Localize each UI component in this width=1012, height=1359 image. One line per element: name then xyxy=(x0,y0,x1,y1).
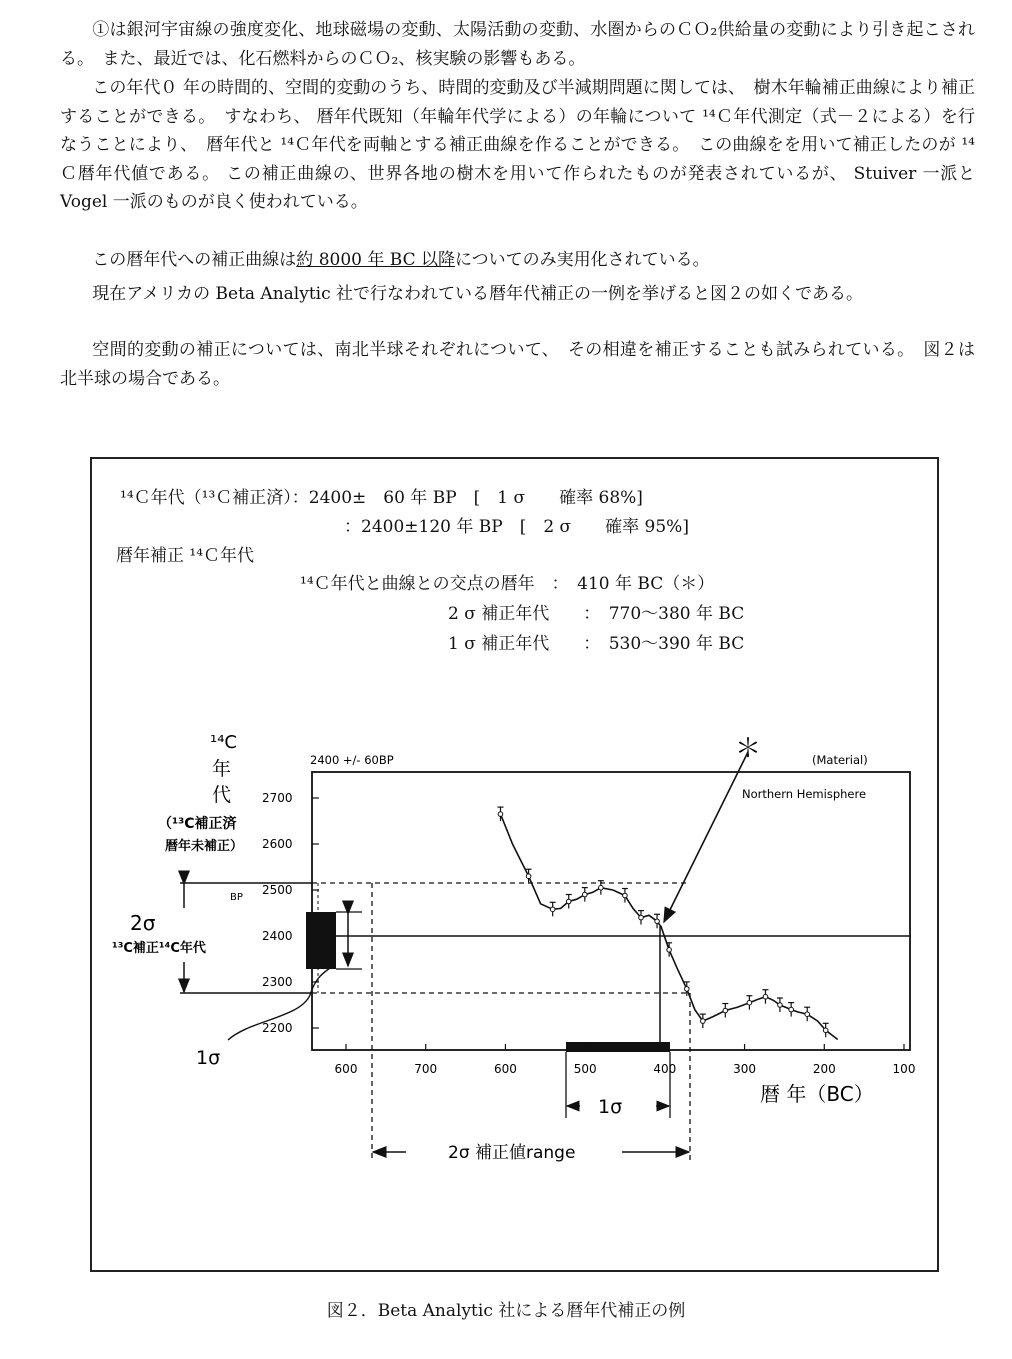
y-tick-label: 2700 xyxy=(262,791,293,805)
header-line-6: 1 σ 補正年代 ： 530～390 年 BC xyxy=(448,634,745,654)
y-tick-label: 2200 xyxy=(262,1021,293,1035)
header-line-2: ：2400±120 年 BP [ 2 σ 確率 95%] xyxy=(344,517,689,537)
paragraph-3-before: この暦年代への補正曲線は xyxy=(92,250,297,270)
curve-point xyxy=(823,1023,829,1037)
hemisphere-label: Northern Hemisphere xyxy=(742,787,867,801)
header-line-4: ¹⁴Ｃ年代と曲線との交点の暦年 ： 410 年 BC（＊） xyxy=(300,574,715,594)
paragraph-2: この年代０ 年の時間的、空間的変動のうち、時間的変動及び半減期問題に関しては、 樹木年輪補正曲線により補正することができる。 すなわち、 暦年代既知（年輪年代学による）の年輪について ¹⁴Ｃ年代測定（式－２による）を行なうことにより、 暦年代と ¹⁴Ｃ年代を両軸とする補正曲線を作ることができる。 この曲線をを用いて補正したのが ¹⁴Ｃ暦年代値である。 この補正曲線の、世界各地の樹木を用いて作られたものが発表されているが、 Stuiver 一派と Vogel 一派のものが良く使われている。 xyxy=(60,78,975,212)
plot-title: 2400 +/- 60BP xyxy=(310,753,394,767)
x-tick-label: 600 xyxy=(334,1062,358,1076)
curve-point xyxy=(788,1003,794,1017)
x-tick-label: 100 xyxy=(892,1062,916,1076)
x-tick-label: 600 xyxy=(493,1062,517,1076)
one-sigma-range-label: 1σ xyxy=(598,1096,623,1118)
y-title-top: ¹⁴C xyxy=(210,732,237,753)
one-sigma-y-block xyxy=(306,912,336,969)
one-sigma-x-bar xyxy=(566,1042,670,1052)
x-tick-label: 200 xyxy=(812,1062,836,1076)
paragraph-3-underlined: 約 8000 年 BC 以降 xyxy=(296,250,455,270)
y-title-char-2: 代 xyxy=(212,784,232,806)
y-tick-label: 2300 xyxy=(262,975,293,989)
curve-point xyxy=(777,998,783,1012)
paragraph-5: 空間的変動の補正については、南北半球それぞれについて、 その相違を補正することも試みられている。 図２は北半球の場合である。 xyxy=(60,340,975,389)
two-sigma-range-label: 2σ 補正値range xyxy=(448,1143,576,1163)
paragraph-1: ①は銀河宇宙線の強度変化、地球磁場の変動、太陽活動の変動、水圏からのＣＯ₂供給量の変動により引き起こされる。 また、最近では、化石燃料からのＣＯ₂、核実験の影響もある。 xyxy=(60,20,975,69)
figure-caption: 図２．Beta Analytic 社による暦年代補正の例 xyxy=(326,1301,686,1321)
y-tick-label: 2500 xyxy=(262,883,293,897)
intercept-star: ＊ xyxy=(735,734,762,764)
one-sigma-label: 1σ xyxy=(196,1047,221,1069)
y-title-note-2: 暦年未補正） xyxy=(165,839,244,854)
y-title-char-1: 年 xyxy=(212,758,232,780)
bp-label: BP xyxy=(230,892,243,903)
curve-point xyxy=(746,996,752,1010)
curve-point xyxy=(638,911,644,925)
intercept-arrow xyxy=(664,752,748,922)
header-line-3: 暦年補正 ¹⁴Ｃ年代 xyxy=(116,546,255,566)
x-tick-label: 500 xyxy=(573,1062,597,1076)
c13-label: ¹³C補正¹⁴C年代 xyxy=(112,941,206,956)
plot-frame xyxy=(312,772,910,1050)
two-sigma-label: 2σ xyxy=(130,911,156,935)
curve-point xyxy=(804,1007,810,1021)
curve-point xyxy=(700,1014,706,1028)
curve-point xyxy=(762,990,768,1004)
header-line-1: ¹⁴Ｃ年代（¹³Ｃ補正済）：2400± 60 年 BP [ 1 σ 確率 68%] xyxy=(120,488,643,508)
curve-point xyxy=(622,889,628,903)
curve-point xyxy=(566,895,572,909)
curve-point xyxy=(582,888,588,902)
x-tick-label: 400 xyxy=(653,1062,677,1076)
x-tick-label: 300 xyxy=(733,1062,757,1076)
y-tick-label: 2600 xyxy=(262,837,293,851)
paragraph-3-after: についてのみ実用化されている。 xyxy=(455,250,710,270)
y-title-note-1: （¹³C補正済 xyxy=(158,816,237,832)
paragraph-4: 現在アメリカの Beta Analytic 社で行なわれている暦年代補正の一例を挙げると図２の如くである。 xyxy=(92,284,864,304)
curve-point xyxy=(722,1004,728,1018)
x-axis-title: 暦 年（BC） xyxy=(760,1082,874,1106)
y-tick-label: 2400 xyxy=(262,929,293,943)
curve-point xyxy=(550,902,556,916)
x-tick-label: 700 xyxy=(414,1062,438,1076)
calibration-curve xyxy=(501,814,838,1039)
header-line-5: 2 σ 補正年代 ： 770～380 年 BC xyxy=(448,604,745,624)
material-label: (Material) xyxy=(812,753,868,767)
curve-point xyxy=(654,914,660,928)
